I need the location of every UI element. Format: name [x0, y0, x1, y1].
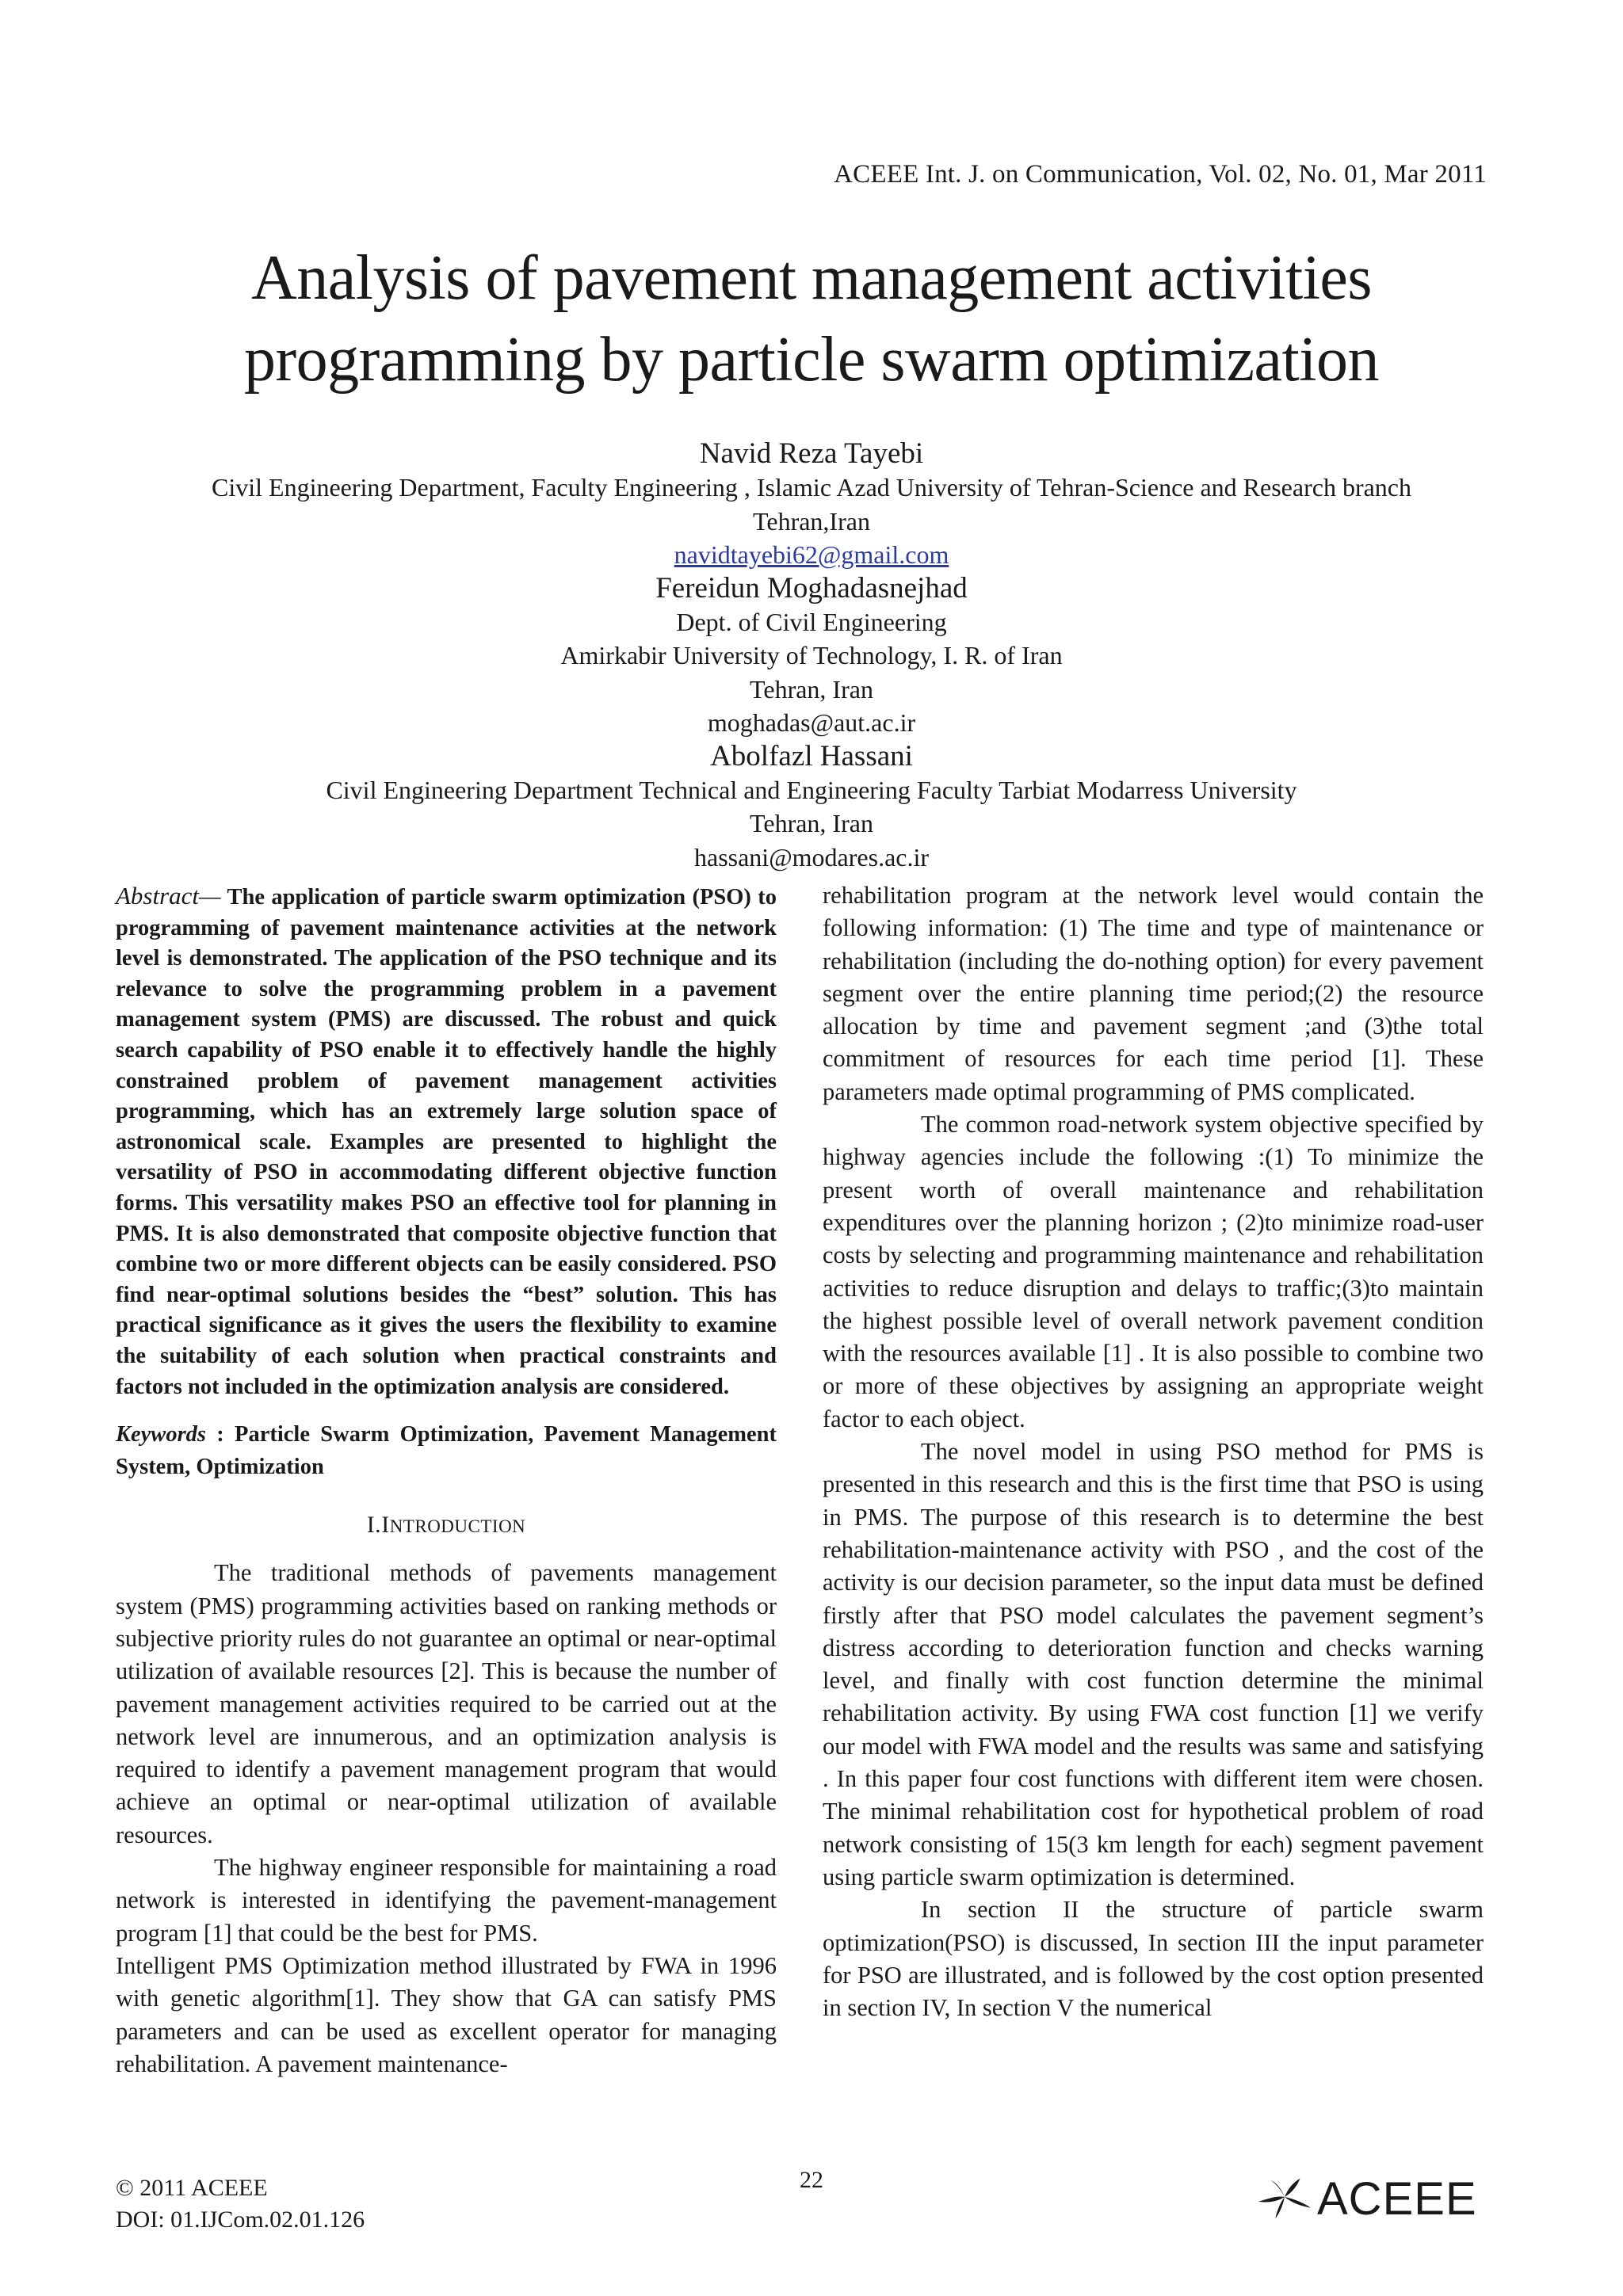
author-affiliation: Amirkabir University of Technology, I. R. of Iran — [560, 641, 1063, 670]
author-affiliation: Tehran, Iran — [750, 809, 873, 838]
page-number: 22 — [800, 2167, 823, 2193]
author-name: Abolfazl Hassani — [710, 739, 913, 772]
body-paragraph: The novel model in using PSO method for PMS is presented in this research and this is the first time that PSO is using in PMS. The purpose of this research is to determine the best rehabilitation-maintenance activity with PSO , and the cost of the activity is our decision parameter, so the input data must be defined firstly after that PSO model calculates the pavement segment’s distress according to deterioration function and checks warning level, and finally with cost function determine the minimal rehabilitation activity. By using FWA cost function [1] we verify our model with FWA model and the results was same and satisfying . In this paper four cost functions with different item were chosen. The minimal rehabilitation cost for hypothetical problem of road network consisting of 15(3 km length for each) segment pavement using particle swarm optimization is determined. — [823, 1438, 1484, 1890]
author-affiliation: Tehran, Iran — [750, 674, 873, 704]
body-paragraph: In section II the structure of particle swarm optimization(PSO) is discussed, In section III the input parameter for PSO are illustrated, and is followed by the cost option presented in section IV, In section V the numerical — [823, 1896, 1484, 2022]
logo-text: ACEEE — [1317, 2172, 1477, 2225]
author-email-link[interactable] — [0, 538, 1623, 571]
section-heading-introduction: I.INTRODUCTION — [366, 1512, 526, 1539]
author-name: Navid Reza Tayebi — [699, 437, 924, 470]
aceee-star-icon — [1254, 2175, 1316, 2222]
abstract-text: The application of particle swarm optimization (PSO) to programming of pavement maintenance activities at the network level is demonstrated. The application of the PSO technique and its relevance to solve the programming problem in a pavement management system (PMS) are discussed. The robust and quick search capability of PSO enable it to effectively handle the highly constrained problem of pavement management activities programming, which has an extremely large solution space of astronomical scale. Examples are presented to highlight the versatility of PSO in accommodating different objective function forms. This versatility makes PSO an effective tool for planning in PMS. It is also demonstrated that composite objective function that combine two or more different objects can be easily considered. PSO find near-optimal solutions besides the “best” solution. This has practical significance as it gives the users the flexibility to examine the suitability of each solution when practical constraints and factors not included in the optimization analysis are considered. — [116, 885, 777, 1399]
keywords — [116, 1418, 777, 1483]
author-block — [0, 437, 1623, 874]
keywords-text: : Particle Swarm Optimization, Pavement Management System, Optimization — [116, 1422, 777, 1480]
keywords-label: Keywords — [116, 1422, 206, 1447]
email-link-text[interactable]: navidtayebi62@gmail.com — [674, 540, 949, 570]
author-affiliation: Civil Engineering Department, Faculty Engineering , Islamic Azad University of Tehran-Science and Research branch — [212, 473, 1411, 502]
title-line-2: programming by particle swarm optimization — [244, 325, 1379, 395]
left-column — [116, 881, 777, 2081]
right-column — [823, 879, 1484, 2024]
body-paragraph: The highway engineer responsible for maintaining a road network is interested in identifying the pavement-management program [1] that could be the best for PMS. — [116, 1854, 777, 1947]
body-paragraph: rehabilitation program at the network level would contain the following information: (1) The time and type of maintenance or rehabilitation (including the do-nothing option) for every pavement segment over the entire planning time period;(2) the resource allocation by time and pavement segment ;and (3)the total commitment of resources for each time period [1]. These parameters made optimal programming of PMS complicated. — [823, 882, 1484, 1105]
paper-title — [0, 238, 1623, 401]
journal-running-head: ACEEE Int. J. on Communication, Vol. 02, No. 01, Mar 2011 — [834, 160, 1487, 189]
body-paragraph: The traditional methods of pavements management system (PMS) programming activities based on ranking methods or subjective priority rules do not guarantee an optimal or near-optimal utilization of available resources [2]. This is because the number of pavement management activities required to be carried out at the network level are innumerous, and an optimization analysis is required to identify a pavement management program that would achieve an optimal or near-optimal utilization of available resources. — [116, 1559, 777, 1848]
abstract-label: Abstract— — [116, 882, 221, 910]
aceee-logo — [1254, 2171, 1491, 2226]
author-email: moghadas@aut.ac.ir — [707, 708, 916, 738]
body-paragraph: Intelligent PMS Optimization method illustrated by FWA in 1996 with genetic algorithm[1]. They show that GA can satisfy PMS parameters and can be used as excellent operator for managing rehabilitation. A pavement maintenance- — [116, 1951, 777, 2077]
body-paragraph: The common road-network system objective specified by highway agencies include the following :(1) To minimize the present worth of overall maintenance and rehabilitation expenditures over the planning horizon ; (2)to minimize road-user costs by selecting and programming maintenance and rehabilitation activities to reduce disruption and delays to traffic;(3)to maintain the highest possible level of overall network pavement condition with the resources available [1] . It is also possible to combine two or more of these objectives by assigning an appropriate weight factor to each object. — [823, 1111, 1484, 1432]
author-affiliation: Tehran,Iran — [753, 506, 870, 536]
author-name: Fereidun Moghadasnejhad — [655, 571, 968, 605]
author-affiliation: Civil Engineering Department Technical and Engineering Faculty Tarbiat Modarress University — [326, 776, 1297, 805]
author-email: hassani@modares.ac.ir — [693, 842, 930, 871]
copyright: © 2011 ACEEE — [116, 2175, 268, 2201]
title-line-1: Analysis of pavement management activities — [250, 243, 1373, 313]
abstract — [116, 881, 777, 1402]
doi: DOI: 01.IJCom.02.01.126 — [116, 2206, 365, 2233]
author-affiliation: Dept. of Civil Engineering — [676, 608, 947, 637]
